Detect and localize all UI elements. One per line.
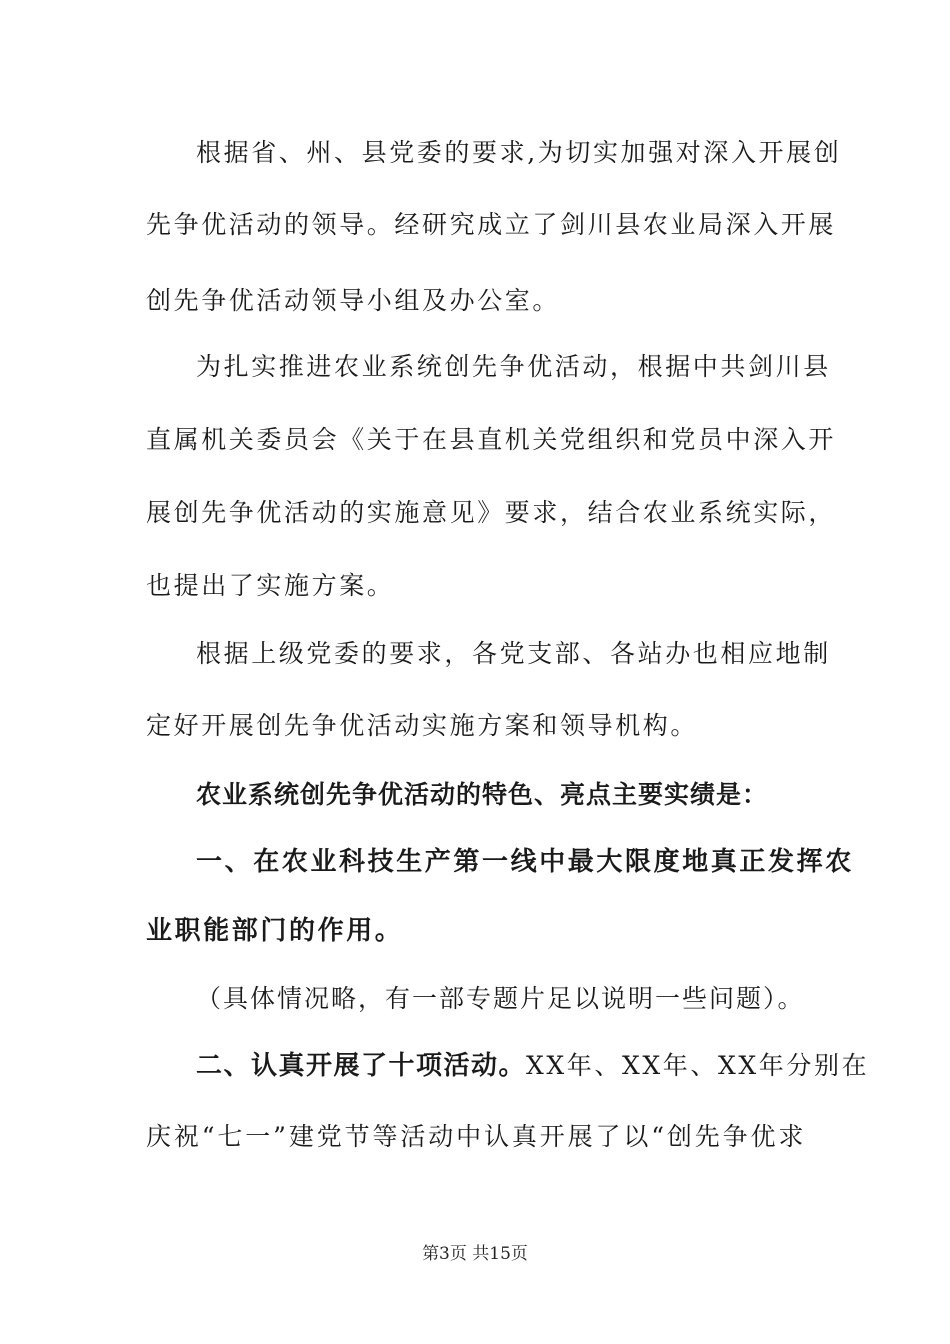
paragraph-2-line-4: 也提出了实施方案。 [146,571,395,600]
item-one-line-2: 业职能部门的作用。 [146,916,404,946]
paragraph-2-line-1: 为扎实推进农业系统创先争优活动，根据中共剑川县 [196,352,831,381]
paragraph-3-line-1: 根据上级党委的要求，各党支部、各站办也相应地制 [196,639,831,668]
paragraph-1-line-3: 创先争优活动领导小组及办公室。 [146,286,561,315]
paragraph-2-line-3: 展创先争优活动的实施意见》要求，结合农业系统实际， [146,498,837,527]
item-two-heading: 二、认真开展了十项活动。 [196,1051,527,1081]
paragraph-1-line-2: 先争优活动的领导。经研究成立了剑川县农业局深入开展 [146,210,837,239]
paragraph-2-line-2: 直属机关委员会《关于在县直机关党组织和党员中深入开 [146,425,837,454]
highlights-heading: 农业系统创先争优活动的特色、亮点主要实绩是： [196,780,769,809]
item-two-line-1 [196,1051,870,1081]
item-two-line-2: 庆祝“七一”建党节等活动中认真开展了以“创先争优求 [146,1122,806,1151]
page-number-footer: 第3页 共15页 [422,1244,528,1264]
paragraph-3-line-2: 定好开展创先争优活动实施方案和领导机构。 [146,711,699,740]
paragraph-1-line-1: 根据省、州、县党委的要求,为切实加强对深入开展创 [196,138,842,167]
item-two-line-1-text: XX年、XX年、XX年分别在 [526,1051,870,1080]
item-one-line-1: 一、在农业科技生产第一线中最大限度地真正发挥农 [196,847,854,877]
paragraph-note: （具体情况略，有一部专题片足以说明一些问题）。 [196,984,805,1013]
